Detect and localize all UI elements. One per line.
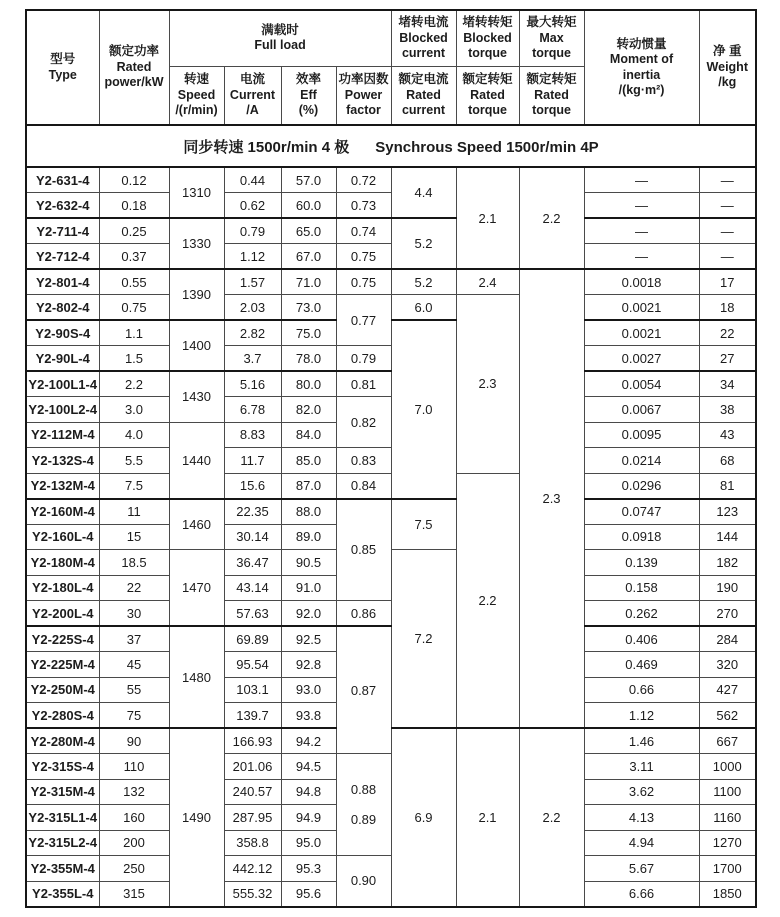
value-cell: 320 [699, 652, 756, 678]
value-cell: 0.0027 [584, 346, 699, 372]
value-cell: 1470 [169, 550, 224, 627]
value-cell: 6.0 [391, 295, 456, 321]
model-cell: Y2-225M-4 [26, 652, 99, 678]
value-cell: 84.0 [281, 422, 336, 448]
banner-text-en: Synchrous Speed 1500r/min 4P [375, 138, 599, 156]
value-cell: 1000 [699, 754, 756, 780]
col-header-full-load [169, 10, 391, 66]
value-cell: 1100 [699, 779, 756, 805]
value-cell: 103.1 [224, 677, 281, 703]
spec-row [26, 193, 756, 219]
spec-row [26, 601, 756, 627]
model-cell: Y2-100L1-4 [26, 371, 99, 397]
model-cell: Y2-315M-4 [26, 779, 99, 805]
banner-text-zh: 同步转速 1500r/min 4 极 [183, 138, 350, 156]
value-cell: 1700 [699, 856, 756, 882]
value-cell: 0.0067 [584, 397, 699, 423]
value-cell: 36.47 [224, 550, 281, 576]
value-cell: 0.406 [584, 626, 699, 652]
spec-row [26, 295, 756, 321]
value-cell: 87.0 [281, 473, 336, 499]
value-cell: 4.94 [584, 830, 699, 856]
power-label-zh: 额定功率 [108, 44, 159, 59]
model-cell: Y2-112M-4 [26, 422, 99, 448]
value-cell: 8.83 [224, 422, 281, 448]
value-cell: 1480 [169, 626, 224, 728]
value-cell: 5.2 [391, 218, 456, 269]
power-label-en2: power/kW [104, 75, 164, 90]
col-header-current: 电流 Current /A [224, 66, 281, 125]
value-cell: 3.7 [224, 346, 281, 372]
model-cell: Y2-160L-4 [26, 524, 99, 550]
value-cell: 75 [99, 703, 169, 729]
value-cell: 0.86 [336, 601, 391, 627]
max-torque-numerator: 最大转矩 Max torque [520, 11, 584, 67]
value-cell: 68 [699, 448, 756, 474]
value-cell: 0.0918 [584, 524, 699, 550]
value-cell: 1.5 [99, 346, 169, 372]
value-cell: 88.0 [281, 499, 336, 525]
value-cell: 2.2 [519, 167, 584, 269]
value-cell: 427 [699, 677, 756, 703]
col-header-speed: 转速 Speed /(r/min) [169, 66, 224, 125]
value-cell: 0.139 [584, 550, 699, 576]
value-cell: 1390 [169, 269, 224, 320]
value-cell: 22.35 [224, 499, 281, 525]
value-cell: 0.79 [224, 218, 281, 244]
spec-row [26, 856, 756, 882]
value-cell: 139.7 [224, 703, 281, 729]
type-label-zh: 型号 [50, 52, 76, 66]
value-cell: — [699, 167, 756, 193]
value-cell: 67.0 [281, 244, 336, 270]
value-cell: 0.0747 [584, 499, 699, 525]
value-cell: 7.5 [99, 473, 169, 499]
blocked-current-denominator: 额定电流 Rated current [398, 72, 449, 118]
value-cell: 1.1 [99, 320, 169, 346]
value-cell: 2.2 [456, 473, 519, 728]
value-cell: 73.0 [281, 295, 336, 321]
model-cell: Y2-90S-4 [26, 320, 99, 346]
value-cell: 60.0 [281, 193, 336, 219]
value-cell: 0.81 [336, 371, 391, 397]
value-cell: 0.158 [584, 575, 699, 601]
value-cell: 3.62 [584, 779, 699, 805]
value-cell: 93.0 [281, 677, 336, 703]
value-cell: 200 [99, 830, 169, 856]
value-cell: 284 [699, 626, 756, 652]
value-cell: 34 [699, 371, 756, 397]
value-cell: 4.13 [584, 805, 699, 831]
value-cell: 0.66 [584, 677, 699, 703]
model-cell: Y2-280M-4 [26, 728, 99, 754]
value-cell: 69.89 [224, 626, 281, 652]
value-cell: 0.74 [336, 218, 391, 244]
value-cell: 667 [699, 728, 756, 754]
value-cell: — [699, 218, 756, 244]
model-cell: Y2-280S-4 [26, 703, 99, 729]
model-cell: Y2-315L2-4 [26, 830, 99, 856]
value-cell: 7.2 [391, 550, 456, 729]
value-cell: 38 [699, 397, 756, 423]
table-body [26, 167, 756, 907]
stacked-value: 0.88 [350, 781, 377, 797]
spec-row [26, 550, 756, 576]
value-cell: — [699, 244, 756, 270]
value-cell: 0.87 [336, 626, 391, 754]
value-cell: 15.6 [224, 473, 281, 499]
value-cell: 1440 [169, 422, 224, 499]
spec-row [26, 269, 756, 295]
col-header-rated-power [99, 10, 169, 125]
value-cell: 5.67 [584, 856, 699, 882]
value-cell: 555.32 [224, 881, 281, 907]
model-cell: Y2-180M-4 [26, 550, 99, 576]
value-cell: 0.90 [336, 856, 391, 907]
value-cell: 4.0 [99, 422, 169, 448]
value-cell: 0.0054 [584, 371, 699, 397]
col-header-weight: 净 重 Weight /kg [699, 10, 756, 125]
value-cell: 0.62 [224, 193, 281, 219]
value-cell: 2.3 [456, 295, 519, 474]
value-cell: 95.3 [281, 856, 336, 882]
col-header-type [26, 10, 99, 125]
value-cell: 144 [699, 524, 756, 550]
value-cell: 30.14 [224, 524, 281, 550]
value-cell: 94.2 [281, 728, 336, 754]
model-cell: Y2-100L2-4 [26, 397, 99, 423]
spec-row [26, 499, 756, 525]
value-cell: 4.4 [391, 167, 456, 218]
value-cell: 55 [99, 677, 169, 703]
spec-row [26, 218, 756, 244]
spec-row [26, 448, 756, 474]
value-cell: 1160 [699, 805, 756, 831]
model-cell: Y2-355M-4 [26, 856, 99, 882]
value-cell: 270 [699, 601, 756, 627]
value-cell: 0.83 [336, 448, 391, 474]
value-cell: 43 [699, 422, 756, 448]
value-cell: 0.75 [99, 295, 169, 321]
value-cell: — [584, 218, 699, 244]
value-cell: 0.37 [99, 244, 169, 270]
value-cell: 92.8 [281, 652, 336, 678]
spec-row [26, 346, 756, 372]
spec-sheet [25, 9, 757, 908]
value-cell: 123 [699, 499, 756, 525]
spec-row [26, 244, 756, 270]
value-cell: 93.8 [281, 703, 336, 729]
value-cell: 0.84 [336, 473, 391, 499]
model-cell: Y2-90L-4 [26, 346, 99, 372]
blocked-torque-numerator: 堵转转矩 Blocked torque [457, 11, 519, 67]
value-cell: 182 [699, 550, 756, 576]
model-cell: Y2-132S-4 [26, 448, 99, 474]
value-cell: 94.5 [281, 754, 336, 780]
value-cell: — [584, 167, 699, 193]
model-cell: Y2-632-4 [26, 193, 99, 219]
value-cell: 18 [699, 295, 756, 321]
value-cell: 190 [699, 575, 756, 601]
value-cell: 85.0 [281, 448, 336, 474]
col-header-blocked-current [391, 10, 456, 125]
motor-spec-table [25, 9, 757, 908]
value-cell: 5.2 [391, 269, 456, 295]
value-cell: 358.8 [224, 830, 281, 856]
value-cell: 1.12 [224, 244, 281, 270]
value-cell: 90.5 [281, 550, 336, 576]
model-cell: Y2-132M-4 [26, 473, 99, 499]
model-cell: Y2-225S-4 [26, 626, 99, 652]
model-cell: Y2-180L-4 [26, 575, 99, 601]
value-cell: 0.0095 [584, 422, 699, 448]
value-cell: 17 [699, 269, 756, 295]
value-cell: 18.5 [99, 550, 169, 576]
value-cell: 2.4 [456, 269, 519, 295]
full-load-label-en: Full load [254, 38, 306, 53]
value-cell: 57.0 [281, 167, 336, 193]
value-cell: 82.0 [281, 397, 336, 423]
value-cell: 45 [99, 652, 169, 678]
value-cell: 442.12 [224, 856, 281, 882]
value-cell: 95.0 [281, 830, 336, 856]
value-cell: 201.06 [224, 754, 281, 780]
value-cell: 71.0 [281, 269, 336, 295]
value-cell: — [699, 193, 756, 219]
value-cell: 6.66 [584, 881, 699, 907]
value-cell: 0.25 [99, 218, 169, 244]
value-cell: 1.57 [224, 269, 281, 295]
value-cell: 57.63 [224, 601, 281, 627]
value-cell: 0.55 [99, 269, 169, 295]
value-cell: 132 [99, 779, 169, 805]
value-cell: 30 [99, 601, 169, 627]
table-header [26, 10, 756, 167]
value-cell: 2.82 [224, 320, 281, 346]
power-label-en1: Rated [116, 59, 152, 74]
spec-row [26, 626, 756, 652]
value-cell: 1430 [169, 371, 224, 422]
blocked-current-numerator: 堵转电流 Blocked current [392, 11, 456, 67]
value-cell: 0.77 [336, 295, 391, 346]
max-torque-denominator: 额定转矩 Rated torque [526, 72, 577, 118]
value-cell: 1.12 [584, 703, 699, 729]
spec-row [26, 397, 756, 423]
value-cell: 0.469 [584, 652, 699, 678]
value-cell: 90 [99, 728, 169, 754]
value-cell: 43.14 [224, 575, 281, 601]
value-cell: 11.7 [224, 448, 281, 474]
value-cell: 3.11 [584, 754, 699, 780]
value-cell: 1330 [169, 218, 224, 269]
value-cell: 0.75 [336, 269, 391, 295]
col-header-max-torque [519, 10, 584, 125]
value-cell: 287.95 [224, 805, 281, 831]
value-cell: 0.79 [336, 346, 391, 372]
blocked-torque-denominator: 额定转矩 Rated torque [462, 72, 513, 118]
spec-row [26, 371, 756, 397]
value-cell: 1400 [169, 320, 224, 371]
value-cell: 0.72 [336, 167, 391, 193]
synchronous-speed-banner [26, 125, 756, 167]
value-cell: 91.0 [281, 575, 336, 601]
value-cell: 250 [99, 856, 169, 882]
value-cell: 94.9 [281, 805, 336, 831]
value-cell: 75.0 [281, 320, 336, 346]
value-cell: 0.0021 [584, 295, 699, 321]
value-cell: 160 [99, 805, 169, 831]
value-cell: 5.5 [99, 448, 169, 474]
col-header-eff: 效率 Eff (%) [281, 66, 336, 125]
value-cell: 110 [99, 754, 169, 780]
value-cell: — [584, 244, 699, 270]
value-cell: 2.03 [224, 295, 281, 321]
value-cell: 92.0 [281, 601, 336, 627]
spec-row [26, 167, 756, 193]
value-cell: 0.18 [99, 193, 169, 219]
value-cell: 2.1 [456, 728, 519, 907]
model-cell: Y2-160M-4 [26, 499, 99, 525]
value-cell: 0.73 [336, 193, 391, 219]
value-cell: 5.16 [224, 371, 281, 397]
value-cell: 22 [99, 575, 169, 601]
value-cell: 11 [99, 499, 169, 525]
value-cell: 89.0 [281, 524, 336, 550]
value-cell: 2.3 [519, 269, 584, 728]
value-cell: 166.93 [224, 728, 281, 754]
value-cell: 0.44 [224, 167, 281, 193]
model-cell: Y2-250M-4 [26, 677, 99, 703]
value-cell: 1490 [169, 728, 224, 907]
col-header-pf: 功率因数 Power factor [336, 66, 391, 125]
value-cell: 7.5 [391, 499, 456, 550]
model-cell: Y2-802-4 [26, 295, 99, 321]
value-cell: 27 [699, 346, 756, 372]
value-cell: 80.0 [281, 371, 336, 397]
value-cell: 1310 [169, 167, 224, 218]
value-cell: 1.46 [584, 728, 699, 754]
value-cell: 0.0021 [584, 320, 699, 346]
value-cell: 2.2 [519, 728, 584, 907]
spec-row [26, 728, 756, 754]
value-cell: 0.82 [336, 397, 391, 448]
value-cell: 315 [99, 881, 169, 907]
model-cell: Y2-631-4 [26, 167, 99, 193]
value-cell: 240.57 [224, 779, 281, 805]
value-cell: 95.6 [281, 881, 336, 907]
value-cell: 92.5 [281, 626, 336, 652]
value-cell: 81 [699, 473, 756, 499]
value-cell: 0.0296 [584, 473, 699, 499]
value-cell: 0.0018 [584, 269, 699, 295]
value-cell: 0.85 [336, 499, 391, 601]
value-cell: 562 [699, 703, 756, 729]
value-cell: 3.0 [99, 397, 169, 423]
value-cell: 0.75 [336, 244, 391, 270]
value-cell: 37 [99, 626, 169, 652]
spec-row [26, 320, 756, 346]
type-label-en: Type [48, 67, 77, 82]
model-cell: Y2-315L1-4 [26, 805, 99, 831]
value-cell: 1850 [699, 881, 756, 907]
col-header-inertia: 转动惯量 Moment of inertia /(kg·m²) [584, 10, 699, 125]
value-cell: 1460 [169, 499, 224, 550]
value-cell: — [584, 193, 699, 219]
value-cell: 6.78 [224, 397, 281, 423]
value-cell: 2.1 [456, 167, 519, 269]
model-cell: Y2-712-4 [26, 244, 99, 270]
model-cell: Y2-355L-4 [26, 881, 99, 907]
value-cell: 65.0 [281, 218, 336, 244]
model-cell: Y2-315S-4 [26, 754, 99, 780]
value-cell: 1270 [699, 830, 756, 856]
model-cell: Y2-200L-4 [26, 601, 99, 627]
value-cell: 22 [699, 320, 756, 346]
value-cell: 94.8 [281, 779, 336, 805]
value-cell: 0.12 [99, 167, 169, 193]
model-cell: Y2-801-4 [26, 269, 99, 295]
value-cell [336, 754, 391, 856]
model-cell: Y2-711-4 [26, 218, 99, 244]
value-cell: 0.262 [584, 601, 699, 627]
value-cell: 78.0 [281, 346, 336, 372]
full-load-label-zh: 满载时 [261, 22, 299, 37]
value-cell: 95.54 [224, 652, 281, 678]
value-cell: 7.0 [391, 320, 456, 499]
value-cell: 0.0214 [584, 448, 699, 474]
value-cell: 6.9 [391, 728, 456, 907]
stacked-value: 0.89 [350, 811, 377, 827]
spec-row [26, 754, 756, 780]
col-header-blocked-torque [456, 10, 519, 125]
spec-row [26, 473, 756, 499]
value-cell: 15 [99, 524, 169, 550]
value-cell: 2.2 [99, 371, 169, 397]
